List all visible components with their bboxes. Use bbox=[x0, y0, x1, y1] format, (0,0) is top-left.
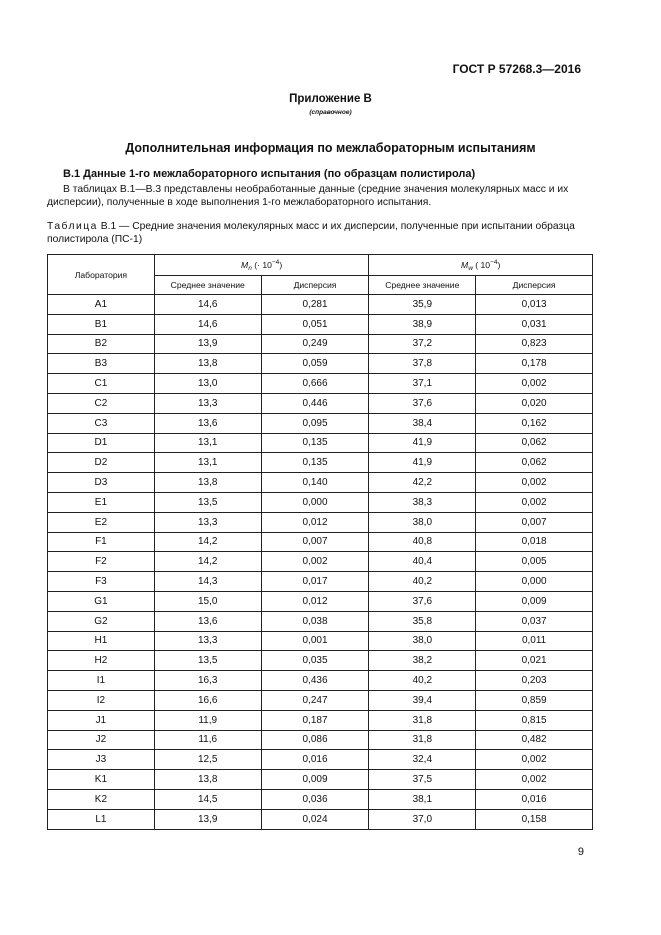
laboratory-cell: B3 bbox=[48, 354, 155, 374]
mn-disp-cell: 0,000 bbox=[261, 492, 369, 512]
mn-disp-cell: 0,446 bbox=[261, 393, 369, 413]
mn-disp-cell: 0,017 bbox=[261, 572, 369, 592]
header-mn-disp: Дисперсия bbox=[261, 276, 369, 295]
mn-disp-cell: 0,001 bbox=[261, 631, 369, 651]
mw-disp-cell: 0,482 bbox=[476, 730, 593, 750]
mn-disp-cell: 0,140 bbox=[261, 473, 369, 493]
mw-mean-cell: 32,4 bbox=[369, 750, 476, 770]
laboratory-cell: D1 bbox=[48, 433, 155, 453]
mw-disp-cell: 0,000 bbox=[476, 572, 593, 592]
mw-disp-cell: 0,013 bbox=[476, 295, 593, 315]
mw-disp-cell: 0,859 bbox=[476, 690, 593, 710]
header-mw-disp: Дисперсия bbox=[476, 276, 593, 295]
mw-disp-cell: 0,002 bbox=[476, 492, 593, 512]
mn-mean-cell: 16,3 bbox=[154, 671, 261, 691]
table-row bbox=[48, 690, 593, 710]
mn-mean-cell: 13,6 bbox=[154, 611, 261, 631]
mw-disp-cell: 0,062 bbox=[476, 433, 593, 453]
mw-disp-cell: 0,037 bbox=[476, 611, 593, 631]
header-mw-mean: Среднее значение bbox=[369, 276, 476, 295]
mw-disp-cell: 0,007 bbox=[476, 512, 593, 532]
mn-unit-exp: −4 bbox=[271, 258, 280, 266]
section-title: В.1 Данные 1-го межлабораторного испытания (по образцам полистирола) bbox=[63, 168, 476, 180]
header-mw bbox=[369, 255, 593, 276]
mw-mean-cell: 41,9 bbox=[369, 433, 476, 453]
laboratory-cell: A1 bbox=[48, 295, 155, 315]
mn-mean-cell: 13,5 bbox=[154, 651, 261, 671]
table-row bbox=[48, 552, 593, 572]
mn-disp-cell: 0,036 bbox=[261, 789, 369, 809]
laboratory-cell: D3 bbox=[48, 473, 155, 493]
laboratory-cell: J1 bbox=[48, 710, 155, 730]
mw-disp-cell: 0,162 bbox=[476, 413, 593, 433]
mw-mean-cell: 38,4 bbox=[369, 413, 476, 433]
mn-mean-cell: 13,3 bbox=[154, 631, 261, 651]
mw-mean-cell: 42,2 bbox=[369, 473, 476, 493]
mw-mean-cell: 35,9 bbox=[369, 295, 476, 315]
table-row bbox=[48, 532, 593, 552]
mw-disp-cell: 0,203 bbox=[476, 671, 593, 691]
mn-mean-cell: 13,5 bbox=[154, 492, 261, 512]
table-row bbox=[48, 770, 593, 790]
mn-mean-cell: 12,5 bbox=[154, 750, 261, 770]
mn-mean-cell: 13,8 bbox=[154, 473, 261, 493]
table-row bbox=[48, 314, 593, 334]
mn-disp-cell: 0,016 bbox=[261, 750, 369, 770]
table-row bbox=[48, 631, 593, 651]
mn-mean-cell: 13,3 bbox=[154, 512, 261, 532]
table-row bbox=[48, 809, 593, 829]
mn-unit-post: ) bbox=[279, 259, 283, 270]
table-row bbox=[48, 433, 593, 453]
table-row bbox=[48, 374, 593, 394]
annex-subtitle: (справочное) bbox=[309, 109, 352, 116]
mw-disp-cell: 0,009 bbox=[476, 591, 593, 611]
laboratory-cell: B2 bbox=[48, 334, 155, 354]
mw-disp-cell: 0,016 bbox=[476, 789, 593, 809]
page-title: Дополнительная информация по межлабораторным испытаниям bbox=[125, 141, 536, 155]
table-row bbox=[48, 671, 593, 691]
mn-disp-cell: 0,012 bbox=[261, 512, 369, 532]
mn-disp-cell: 0,007 bbox=[261, 532, 369, 552]
mw-disp-cell: 0,011 bbox=[476, 631, 593, 651]
mn-disp-cell: 0,051 bbox=[261, 314, 369, 334]
mn-mean-cell: 11,9 bbox=[154, 710, 261, 730]
mn-disp-cell: 0,666 bbox=[261, 374, 369, 394]
mn-disp-cell: 0,012 bbox=[261, 591, 369, 611]
table-row bbox=[48, 651, 593, 671]
data-table bbox=[47, 254, 593, 830]
mw-disp-cell: 0,021 bbox=[476, 651, 593, 671]
mn-mean-cell: 13,8 bbox=[154, 354, 261, 374]
laboratory-cell: G1 bbox=[48, 591, 155, 611]
mn-mean-cell: 13,8 bbox=[154, 770, 261, 790]
table-row bbox=[48, 453, 593, 473]
mn-disp-cell: 0,086 bbox=[261, 730, 369, 750]
mw-mean-cell: 40,2 bbox=[369, 572, 476, 592]
laboratory-cell: K2 bbox=[48, 789, 155, 809]
header-laboratory: Лаборатория bbox=[48, 255, 155, 295]
table-row bbox=[48, 591, 593, 611]
mw-disp-cell: 0,002 bbox=[476, 770, 593, 790]
mn-mean-cell: 15,0 bbox=[154, 591, 261, 611]
laboratory-cell: C1 bbox=[48, 374, 155, 394]
mw-disp-cell: 0,020 bbox=[476, 393, 593, 413]
mn-disp-cell: 0,009 bbox=[261, 770, 369, 790]
table-row bbox=[48, 710, 593, 730]
mn-mean-cell: 13,0 bbox=[154, 374, 261, 394]
table-row bbox=[48, 789, 593, 809]
mn-disp-cell: 0,135 bbox=[261, 453, 369, 473]
mw-mean-cell: 38,0 bbox=[369, 512, 476, 532]
table-row bbox=[48, 750, 593, 770]
table-row bbox=[48, 334, 593, 354]
mw-mean-cell: 37,8 bbox=[369, 354, 476, 374]
mw-unit-pre: ( 10 bbox=[472, 259, 491, 270]
mn-mean-cell: 13,9 bbox=[154, 334, 261, 354]
table-row bbox=[48, 295, 593, 315]
mw-mean-cell: 37,5 bbox=[369, 770, 476, 790]
laboratory-cell: C3 bbox=[48, 413, 155, 433]
mw-disp-cell: 0,158 bbox=[476, 809, 593, 829]
laboratory-cell: G2 bbox=[48, 611, 155, 631]
table-row bbox=[48, 393, 593, 413]
mw-unit-exp: −4 bbox=[490, 258, 498, 266]
laboratory-cell: B1 bbox=[48, 314, 155, 334]
mw-mean-cell: 40,8 bbox=[369, 532, 476, 552]
mw-mean-cell: 40,4 bbox=[369, 552, 476, 572]
table-row bbox=[48, 492, 593, 512]
mn-mean-cell: 11,6 bbox=[154, 730, 261, 750]
table-row bbox=[48, 730, 593, 750]
mn-subscript: n bbox=[248, 264, 252, 272]
mn-mean-cell: 14,2 bbox=[154, 532, 261, 552]
laboratory-cell: H1 bbox=[48, 631, 155, 651]
mw-mean-cell: 37,0 bbox=[369, 809, 476, 829]
header-mn-mean: Среднее значение bbox=[154, 276, 261, 295]
header-mn bbox=[154, 255, 369, 276]
laboratory-cell: J2 bbox=[48, 730, 155, 750]
laboratory-cell: F3 bbox=[48, 572, 155, 592]
mw-mean-cell: 37,6 bbox=[369, 393, 476, 413]
mn-mean-cell: 16,6 bbox=[154, 690, 261, 710]
mn-disp-cell: 0,059 bbox=[261, 354, 369, 374]
mw-disp-cell: 0,018 bbox=[476, 532, 593, 552]
mw-mean-cell: 39,4 bbox=[369, 690, 476, 710]
mn-unit-pre: (· 10 bbox=[251, 259, 272, 270]
mn-mean-cell: 14,3 bbox=[154, 572, 261, 592]
mn-disp-cell: 0,024 bbox=[261, 809, 369, 829]
mw-mean-cell: 38,0 bbox=[369, 631, 476, 651]
laboratory-cell: F1 bbox=[48, 532, 155, 552]
laboratory-cell: C2 bbox=[48, 393, 155, 413]
mw-mean-cell: 41,9 bbox=[369, 453, 476, 473]
table-row bbox=[48, 512, 593, 532]
mn-disp-cell: 0,249 bbox=[261, 334, 369, 354]
mw-disp-cell: 0,002 bbox=[476, 473, 593, 493]
table-caption-label: Таблица bbox=[47, 221, 98, 232]
table-caption-text: В.1 — Средние значения молекулярных масс и их дисперсии, полученные при испытании образца полистирола (ПС-1) bbox=[47, 221, 575, 245]
mw-disp-cell: 0,815 bbox=[476, 710, 593, 730]
laboratory-cell: H2 bbox=[48, 651, 155, 671]
mw-mean-cell: 31,8 bbox=[369, 730, 476, 750]
mw-mean-cell: 38,1 bbox=[369, 789, 476, 809]
mw-mean-cell: 31,8 bbox=[369, 710, 476, 730]
mn-mean-cell: 14,6 bbox=[154, 314, 261, 334]
mn-mean-cell: 13,9 bbox=[154, 809, 261, 829]
mw-mean-cell: 35,8 bbox=[369, 611, 476, 631]
annex-title: Приложение В bbox=[289, 93, 372, 105]
mw-mean-cell: 40,2 bbox=[369, 671, 476, 691]
mn-disp-cell: 0,135 bbox=[261, 433, 369, 453]
mw-disp-cell: 0,002 bbox=[476, 374, 593, 394]
mw-subscript: w bbox=[468, 264, 473, 272]
mw-unit-post: ) bbox=[497, 259, 501, 270]
laboratory-cell: K1 bbox=[48, 770, 155, 790]
mw-disp-cell: 0,002 bbox=[476, 750, 593, 770]
mn-mean-cell: 13,1 bbox=[154, 433, 261, 453]
mn-disp-cell: 0,095 bbox=[261, 413, 369, 433]
table-caption bbox=[47, 220, 597, 246]
mn-mean-cell: 14,2 bbox=[154, 552, 261, 572]
laboratory-cell: I2 bbox=[48, 690, 155, 710]
table-row bbox=[48, 611, 593, 631]
laboratory-cell: L1 bbox=[48, 809, 155, 829]
mn-mean-cell: 13,3 bbox=[154, 393, 261, 413]
annex-heading bbox=[0, 92, 661, 120]
mw-mean-cell: 37,6 bbox=[369, 591, 476, 611]
table-row bbox=[48, 572, 593, 592]
mn-mean-cell: 14,6 bbox=[154, 295, 261, 315]
mw-mean-cell: 38,2 bbox=[369, 651, 476, 671]
laboratory-cell: F2 bbox=[48, 552, 155, 572]
mn-mean-cell: 14,5 bbox=[154, 789, 261, 809]
page-number: 9 bbox=[577, 846, 584, 858]
laboratory-cell: J3 bbox=[48, 750, 155, 770]
mw-disp-cell: 0,178 bbox=[476, 354, 593, 374]
mn-disp-cell: 0,247 bbox=[261, 690, 369, 710]
mw-symbol: M bbox=[461, 259, 469, 270]
mn-disp-cell: 0,038 bbox=[261, 611, 369, 631]
table-row bbox=[48, 473, 593, 493]
mn-mean-cell: 13,6 bbox=[154, 413, 261, 433]
mn-disp-cell: 0,002 bbox=[261, 552, 369, 572]
mw-disp-cell: 0,031 bbox=[476, 314, 593, 334]
mw-mean-cell: 37,2 bbox=[369, 334, 476, 354]
intro-paragraph: В таблицах В.1—В.3 представлены необработанные данные (средние значения молекулярных масс и их дисперсии), полученные в ходе выполнения 1-го межлабораторного испытания. bbox=[47, 184, 569, 208]
mn-disp-cell: 0,436 bbox=[261, 671, 369, 691]
mn-mean-cell: 13,1 bbox=[154, 453, 261, 473]
laboratory-cell: E2 bbox=[48, 512, 155, 532]
standard-number: ГОСТ Р 57268.3—2016 bbox=[452, 62, 581, 76]
laboratory-cell: E1 bbox=[48, 492, 155, 512]
mn-symbol: M bbox=[241, 259, 249, 270]
mw-mean-cell: 37,1 bbox=[369, 374, 476, 394]
mw-mean-cell: 38,3 bbox=[369, 492, 476, 512]
laboratory-cell: I1 bbox=[48, 671, 155, 691]
mw-disp-cell: 0,823 bbox=[476, 334, 593, 354]
table-row bbox=[48, 354, 593, 374]
mw-mean-cell: 38,9 bbox=[369, 314, 476, 334]
mw-disp-cell: 0,062 bbox=[476, 453, 593, 473]
mn-disp-cell: 0,035 bbox=[261, 651, 369, 671]
laboratory-cell: D2 bbox=[48, 453, 155, 473]
mn-disp-cell: 0,187 bbox=[261, 710, 369, 730]
mn-disp-cell: 0,281 bbox=[261, 295, 369, 315]
mw-disp-cell: 0,005 bbox=[476, 552, 593, 572]
table-row bbox=[48, 413, 593, 433]
